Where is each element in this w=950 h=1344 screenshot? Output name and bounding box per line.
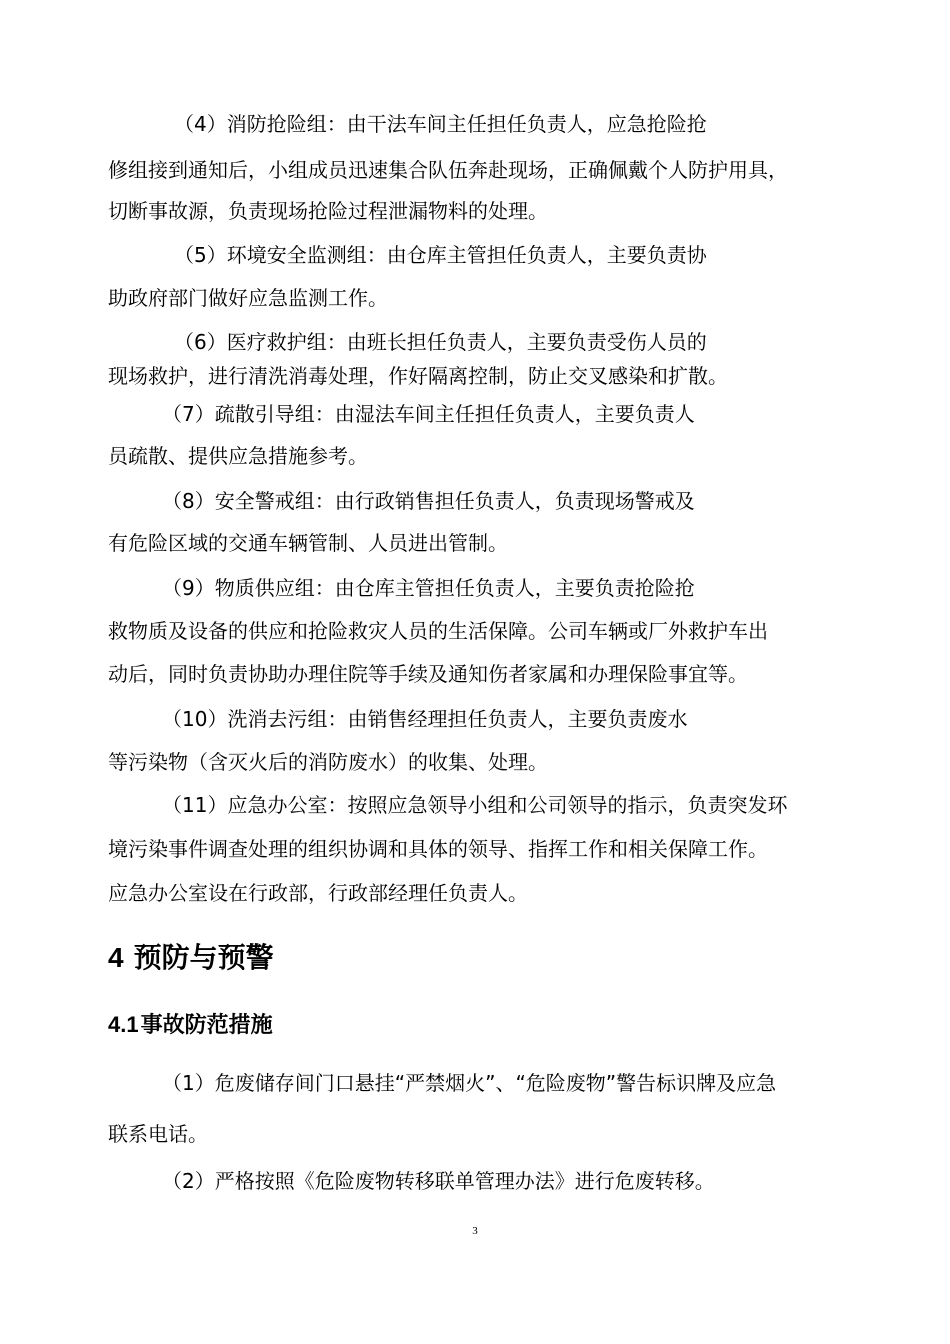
para-9-line-1: （9）物质供应组：由仓库主管担任负责人，主要负责抢险抢 [162,576,695,600]
para-6-line-2: 现场救护，进行清洗消毒处理，作好隔离控制，防止交叉感染和扩散。 [108,364,728,388]
measure-2-line-1: （2）严格按照《危险废物转移联单管理办法》进行危废转移。 [162,1169,715,1193]
para-6-line-1: （6）医疗救护组：由班长担任负责人，主要负责受伤人员的 [174,330,707,354]
para-4-line-3: 切断事故源，负责现场抢险过程泄漏物料的处理。 [108,199,548,223]
para-7-line-2: 员疏散、提供应急措施参考。 [108,444,368,468]
subsection-title: 事故防范措施 [140,1013,273,1038]
para-9-line-2: 救物质及设备的供应和抢险救灾人员的生活保障。公司车辆或厂外救护车出 [108,619,768,643]
para-4-line-1: （4）消防抢险组：由干法车间主任担任负责人，应急抢险抢 [174,112,707,136]
para-11-line-2: 境污染事件调查处理的组织协调和具体的领导、指挥工作和相关保障工作。 [108,837,768,861]
para-5-line-2: 助政府部门做好应急监测工作。 [108,286,388,310]
page-number: 3 [472,1225,478,1237]
para-10-line-2: 等污染物（含灭火后的消防废水）的收集、处理。 [108,750,548,774]
section-title: 预防与预警 [133,941,274,974]
section-number: 4 [108,942,124,973]
section-heading [108,940,274,976]
para-5-line-1: （5）环境安全监测组：由仓库主管担任负责人，主要负责协 [174,243,707,267]
para-7-line-1: （7）疏散引导组：由湿法车间主任担任负责人，主要负责人 [162,402,695,426]
para-11-line-3: 应急办公室设在行政部，行政部经理任负责人。 [108,881,528,905]
para-10-line-1: （10）洗消去污组：由销售经理担任负责人，主要负责废水 [162,707,688,731]
measure-1-line-2: 联系电话。 [108,1122,208,1146]
subsection-number: 4.1 [108,1012,139,1037]
para-4-line-2: 修组接到通知后，小组成员迅速集合队伍奔赴现场，正确佩戴个人防护用具， [108,158,788,182]
para-9-line-3: 动后，同时负责协助办理住院等手续及通知伤者家属和办理保险事宜等。 [108,662,748,686]
para-11-line-1: （11）应急办公室：按照应急领导小组和公司领导的指示，负责突发环 [162,793,788,817]
para-8-line-1: （8）安全警戒组：由行政销售担任负责人，负责现场警戒及 [162,489,695,513]
measure-1-line-1: （1）危废储存间门口悬挂“严禁烟火”、“危险废物”警告标识牌及应急 [162,1071,777,1095]
para-8-line-2: 有危险区域的交通车辆管制、人员进出管制。 [108,531,508,555]
subsection-heading [108,1009,273,1042]
